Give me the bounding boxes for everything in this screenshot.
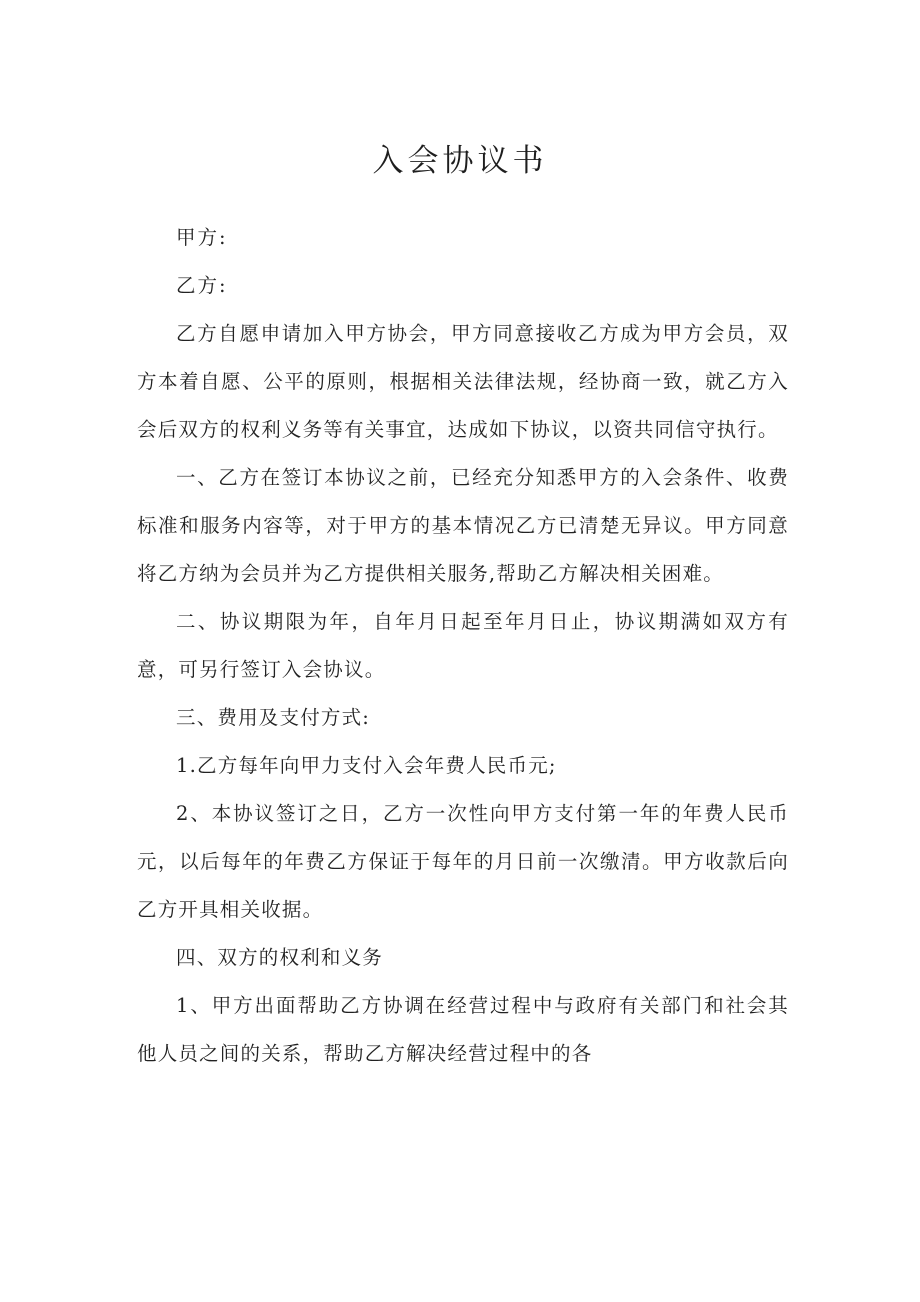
clause-3-item-1: 1.乙方每年向甲力支付入会年费人民币元;: [176, 754, 557, 777]
clause-3-heading: 三、费用及支付方式:: [176, 706, 371, 729]
clause-3-item-2: 2、本协议签订之日，乙方一次性向甲方支付第一年的年费人民币元，以后每年的年费乙方保证于每年的月日前一次缴清。甲方收款后向乙方开具相关收据。: [137, 802, 789, 921]
document-title: 入会协议书: [372, 143, 548, 179]
clause-2-paragraph: 二、协议期限为年，自年月日起至年月日止，协议期满如双方有意，可另行签订入会协议。: [137, 610, 789, 681]
clause-4-heading: 四、双方的权利和义务: [176, 946, 384, 969]
clause-4-item-1: 1、甲方出面帮助乙方协调在经营过程中与政府有关部门和社会其他人员之间的关系，帮助乙方解决经营过程中的各: [137, 994, 789, 1065]
intro-paragraph: 乙方自愿申请加入甲方协会，甲方同意接收乙方成为甲方会员，双方本着自愿、公平的原则，根据相关法律法规，经协商一致，就乙方入会后双方的权利义务等有关事宜，达成如下协议，以资共同信守执行。: [137, 322, 789, 441]
clause-1-paragraph: 一、乙方在签订本协议之前，已经充分知悉甲方的入会条件、收费标准和服务内容等，对于甲方的基本情况乙方已清楚无异议。甲方同意将乙方纳为会员并为乙方提供相关服务,帮助乙方解决相关困难。: [137, 466, 789, 585]
party-b-line: 乙方:: [176, 274, 228, 297]
document-body: [137, 214, 789, 1078]
party-a-line: 甲方:: [176, 226, 228, 249]
